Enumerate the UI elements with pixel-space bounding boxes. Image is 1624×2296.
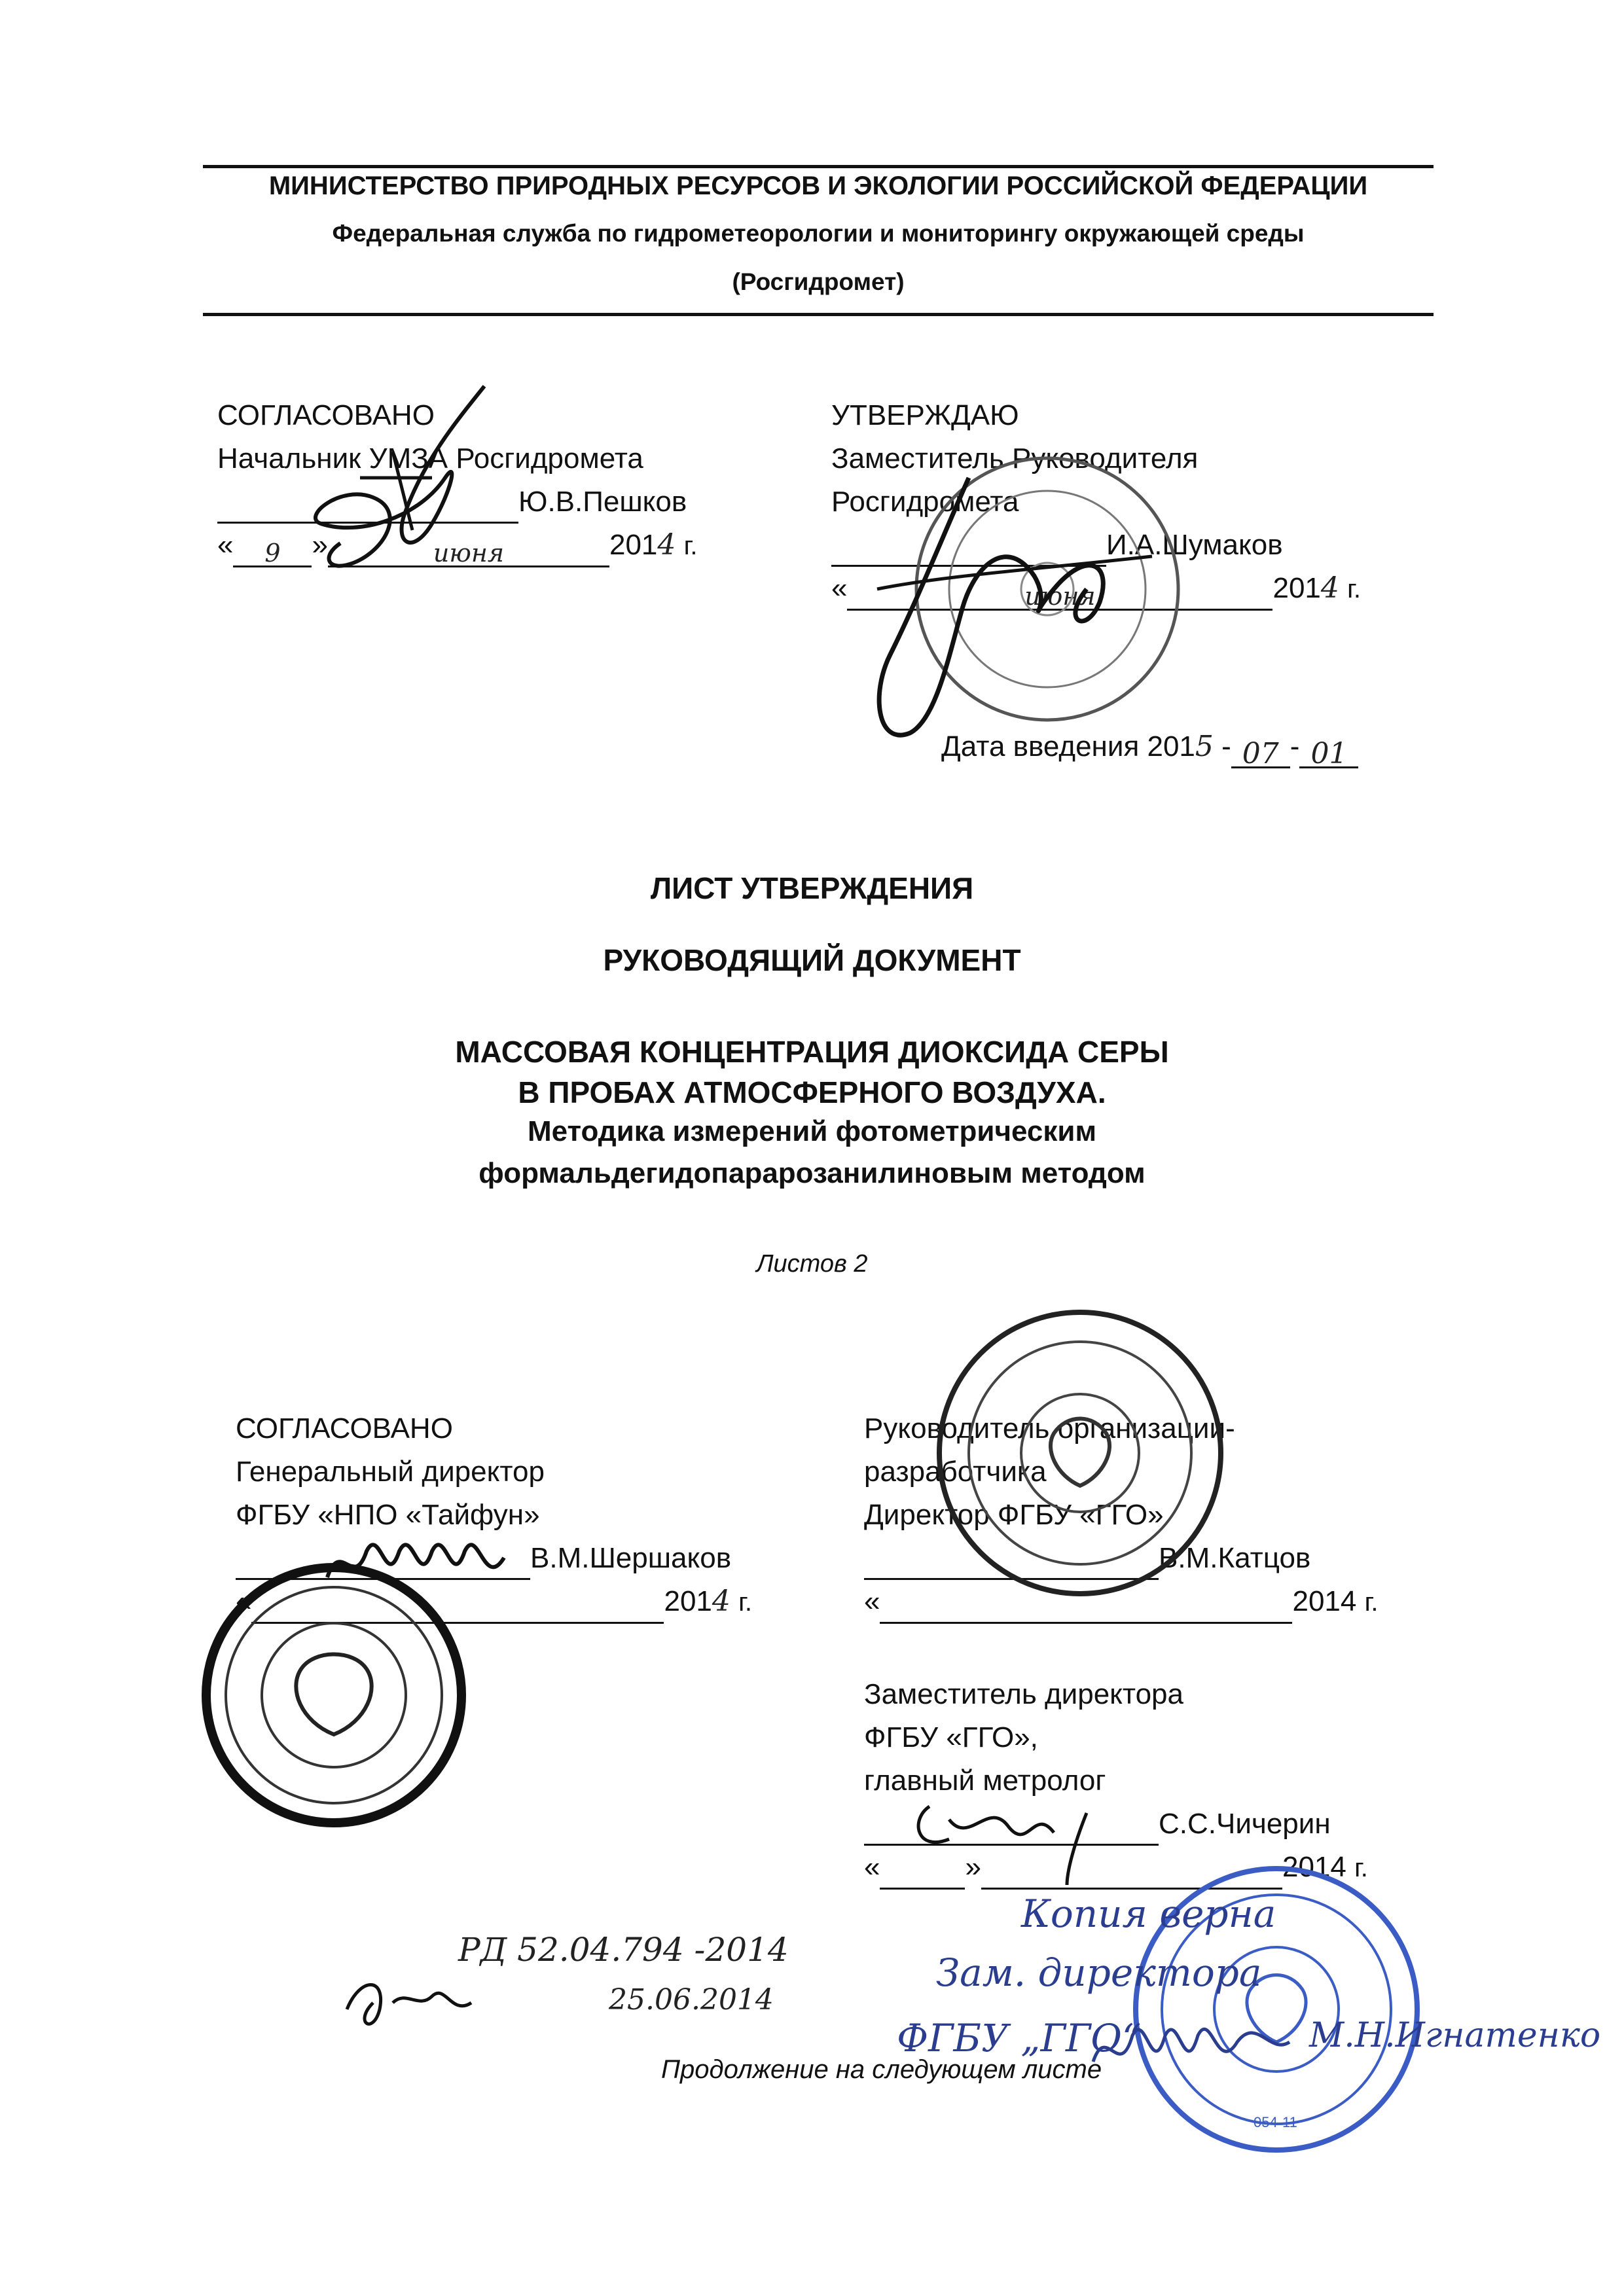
- agreed-top-heading: СОГЛАСОВАНО: [217, 399, 435, 431]
- agreed-bottom-position-1: Генеральный директор: [236, 1456, 545, 1488]
- quote-close: »: [312, 529, 328, 561]
- approved-top-month: июня: [847, 575, 1272, 611]
- year-suffix: г.: [738, 1588, 752, 1617]
- sep: -: [1290, 730, 1300, 762]
- metrologist-position-2: ФГБУ «ГГО»,: [864, 1721, 1038, 1753]
- service-short-name: (Росгидромет): [732, 268, 905, 295]
- metrologist-position-1: Заместитель директора: [864, 1678, 1183, 1710]
- intro-date-label: Дата введения 201: [941, 730, 1195, 762]
- signature-shershakov: [314, 1499, 524, 1630]
- subject-line-1: МАССОВАЯ КОНЦЕНТРАЦИЯ ДИОКСИДА СЕРЫ: [455, 1035, 1169, 1069]
- year-prefix: 201: [609, 529, 658, 561]
- sheet-title: ЛИСТ УТВЕРЖДЕНИЯ: [650, 871, 974, 905]
- handwritten-doc-date: 25.06.2014: [609, 1983, 774, 2017]
- method-line-1: Методика измерений фотометрическим: [528, 1115, 1096, 1147]
- developer-position-1: Руководитель организации-: [864, 1412, 1235, 1444]
- signature-copy-certifier: [1087, 1996, 1296, 2094]
- year-suffix: г.: [1364, 1588, 1379, 1617]
- ministry-name: МИНИСТЕРСТВО ПРИРОДНЫХ РЕСУРСОВ И ЭКОЛОГИИ РОССИЙСКОЙ ФЕДЕРАЦИИ: [268, 171, 1368, 200]
- subject-line-2: В ПРОБАХ АТМОСФЕРНОГО ВОЗДУХА.: [518, 1075, 1106, 1109]
- metrologist-year: 2014: [1282, 1851, 1346, 1883]
- quote-open: «: [217, 529, 234, 561]
- intro-date-year-digit: 5: [1195, 730, 1214, 763]
- header-top-rule: [203, 165, 1434, 168]
- year-suffix: г.: [1354, 1854, 1368, 1882]
- signature-chicherin: [903, 1780, 1139, 1892]
- agreed-top-month: июня: [328, 531, 609, 567]
- signature-shumakov: [838, 458, 1178, 759]
- approved-top-heading: УТВЕРЖДАЮ: [831, 399, 1019, 431]
- copy-organization: ФГБУ „ГГО“: [897, 2016, 1142, 2060]
- approved-top-position-2: Росгидромета: [831, 486, 1019, 518]
- quote-close: »: [965, 1851, 981, 1883]
- round-stamp-ggo: [929, 1302, 1231, 1604]
- year-digit: 4: [1320, 571, 1339, 605]
- signature-peshkov: [262, 380, 537, 583]
- approved-top-name: И.А.Шумаков: [1106, 529, 1283, 561]
- sheets-count: Листов 2: [756, 1250, 868, 1278]
- quote-open: «: [864, 1851, 880, 1883]
- metrologist-position-3: главный метролог: [864, 1765, 1106, 1797]
- handwritten-doc-number: РД 52.04.794 -2014: [458, 1931, 789, 1969]
- agreed-bottom-heading: СОГЛАСОВАНО: [236, 1412, 453, 1444]
- agreed-top-name: Ю.В.Пешков: [518, 486, 687, 518]
- approved-top-position-1: Заместитель Руководителя: [831, 442, 1199, 475]
- developer-position-3: Директор ФГБУ «ГГО»: [864, 1499, 1164, 1531]
- document-type: РУКОВОДЯЩИЙ ДОКУМЕНТ: [603, 943, 1021, 977]
- continued-note: Продолжение на следующем листе: [661, 2055, 1102, 2084]
- agreed-top-position: Начальник УМЗА Росгидромета: [217, 442, 643, 475]
- metrologist-name: С.С.Чичерин: [1159, 1808, 1331, 1840]
- year-digit: 4: [712, 1585, 731, 1618]
- copy-signer: М.Н.Игнатенко: [1309, 2016, 1601, 2055]
- year-prefix: 201: [1272, 572, 1321, 604]
- year-prefix: 201: [664, 1585, 712, 1617]
- intro-date-month: 07: [1231, 732, 1290, 768]
- method-line-2: формальдегидопарарозанилиновым методом: [478, 1157, 1146, 1189]
- agreed-bottom-name: В.М.Шершаков: [530, 1542, 732, 1574]
- year-suffix: г.: [683, 531, 698, 560]
- developer-position-2: разработчика: [864, 1456, 1047, 1488]
- quote-open: «: [236, 1585, 252, 1617]
- intro-date-day: 01: [1299, 732, 1358, 768]
- quote-open: «: [864, 1585, 880, 1617]
- year-suffix: г.: [1347, 575, 1361, 603]
- stamp-code: 054-11: [1254, 2114, 1297, 2130]
- copy-certified: Копия верна: [1021, 1892, 1276, 1936]
- intro-date: [941, 725, 1358, 768]
- year-digit: 4: [657, 528, 676, 562]
- header-bottom-rule: [203, 313, 1434, 316]
- copy-deputy-director: Зам. директора: [936, 1950, 1262, 1995]
- agreed-bottom-position-2: ФГБУ «НПО «Тайфун»: [236, 1499, 540, 1531]
- signature-registrar: [334, 1950, 484, 2042]
- sep: -: [1221, 730, 1231, 762]
- agreed-top-day: 9: [233, 531, 312, 567]
- service-name: Федеральная служба по гидрометеорологии и мониторингу окружающей среды: [332, 220, 1305, 247]
- developer-name: В.М.Катцов: [1159, 1542, 1311, 1574]
- quote-open: «: [831, 572, 848, 604]
- developer-year: 2014: [1292, 1585, 1357, 1617]
